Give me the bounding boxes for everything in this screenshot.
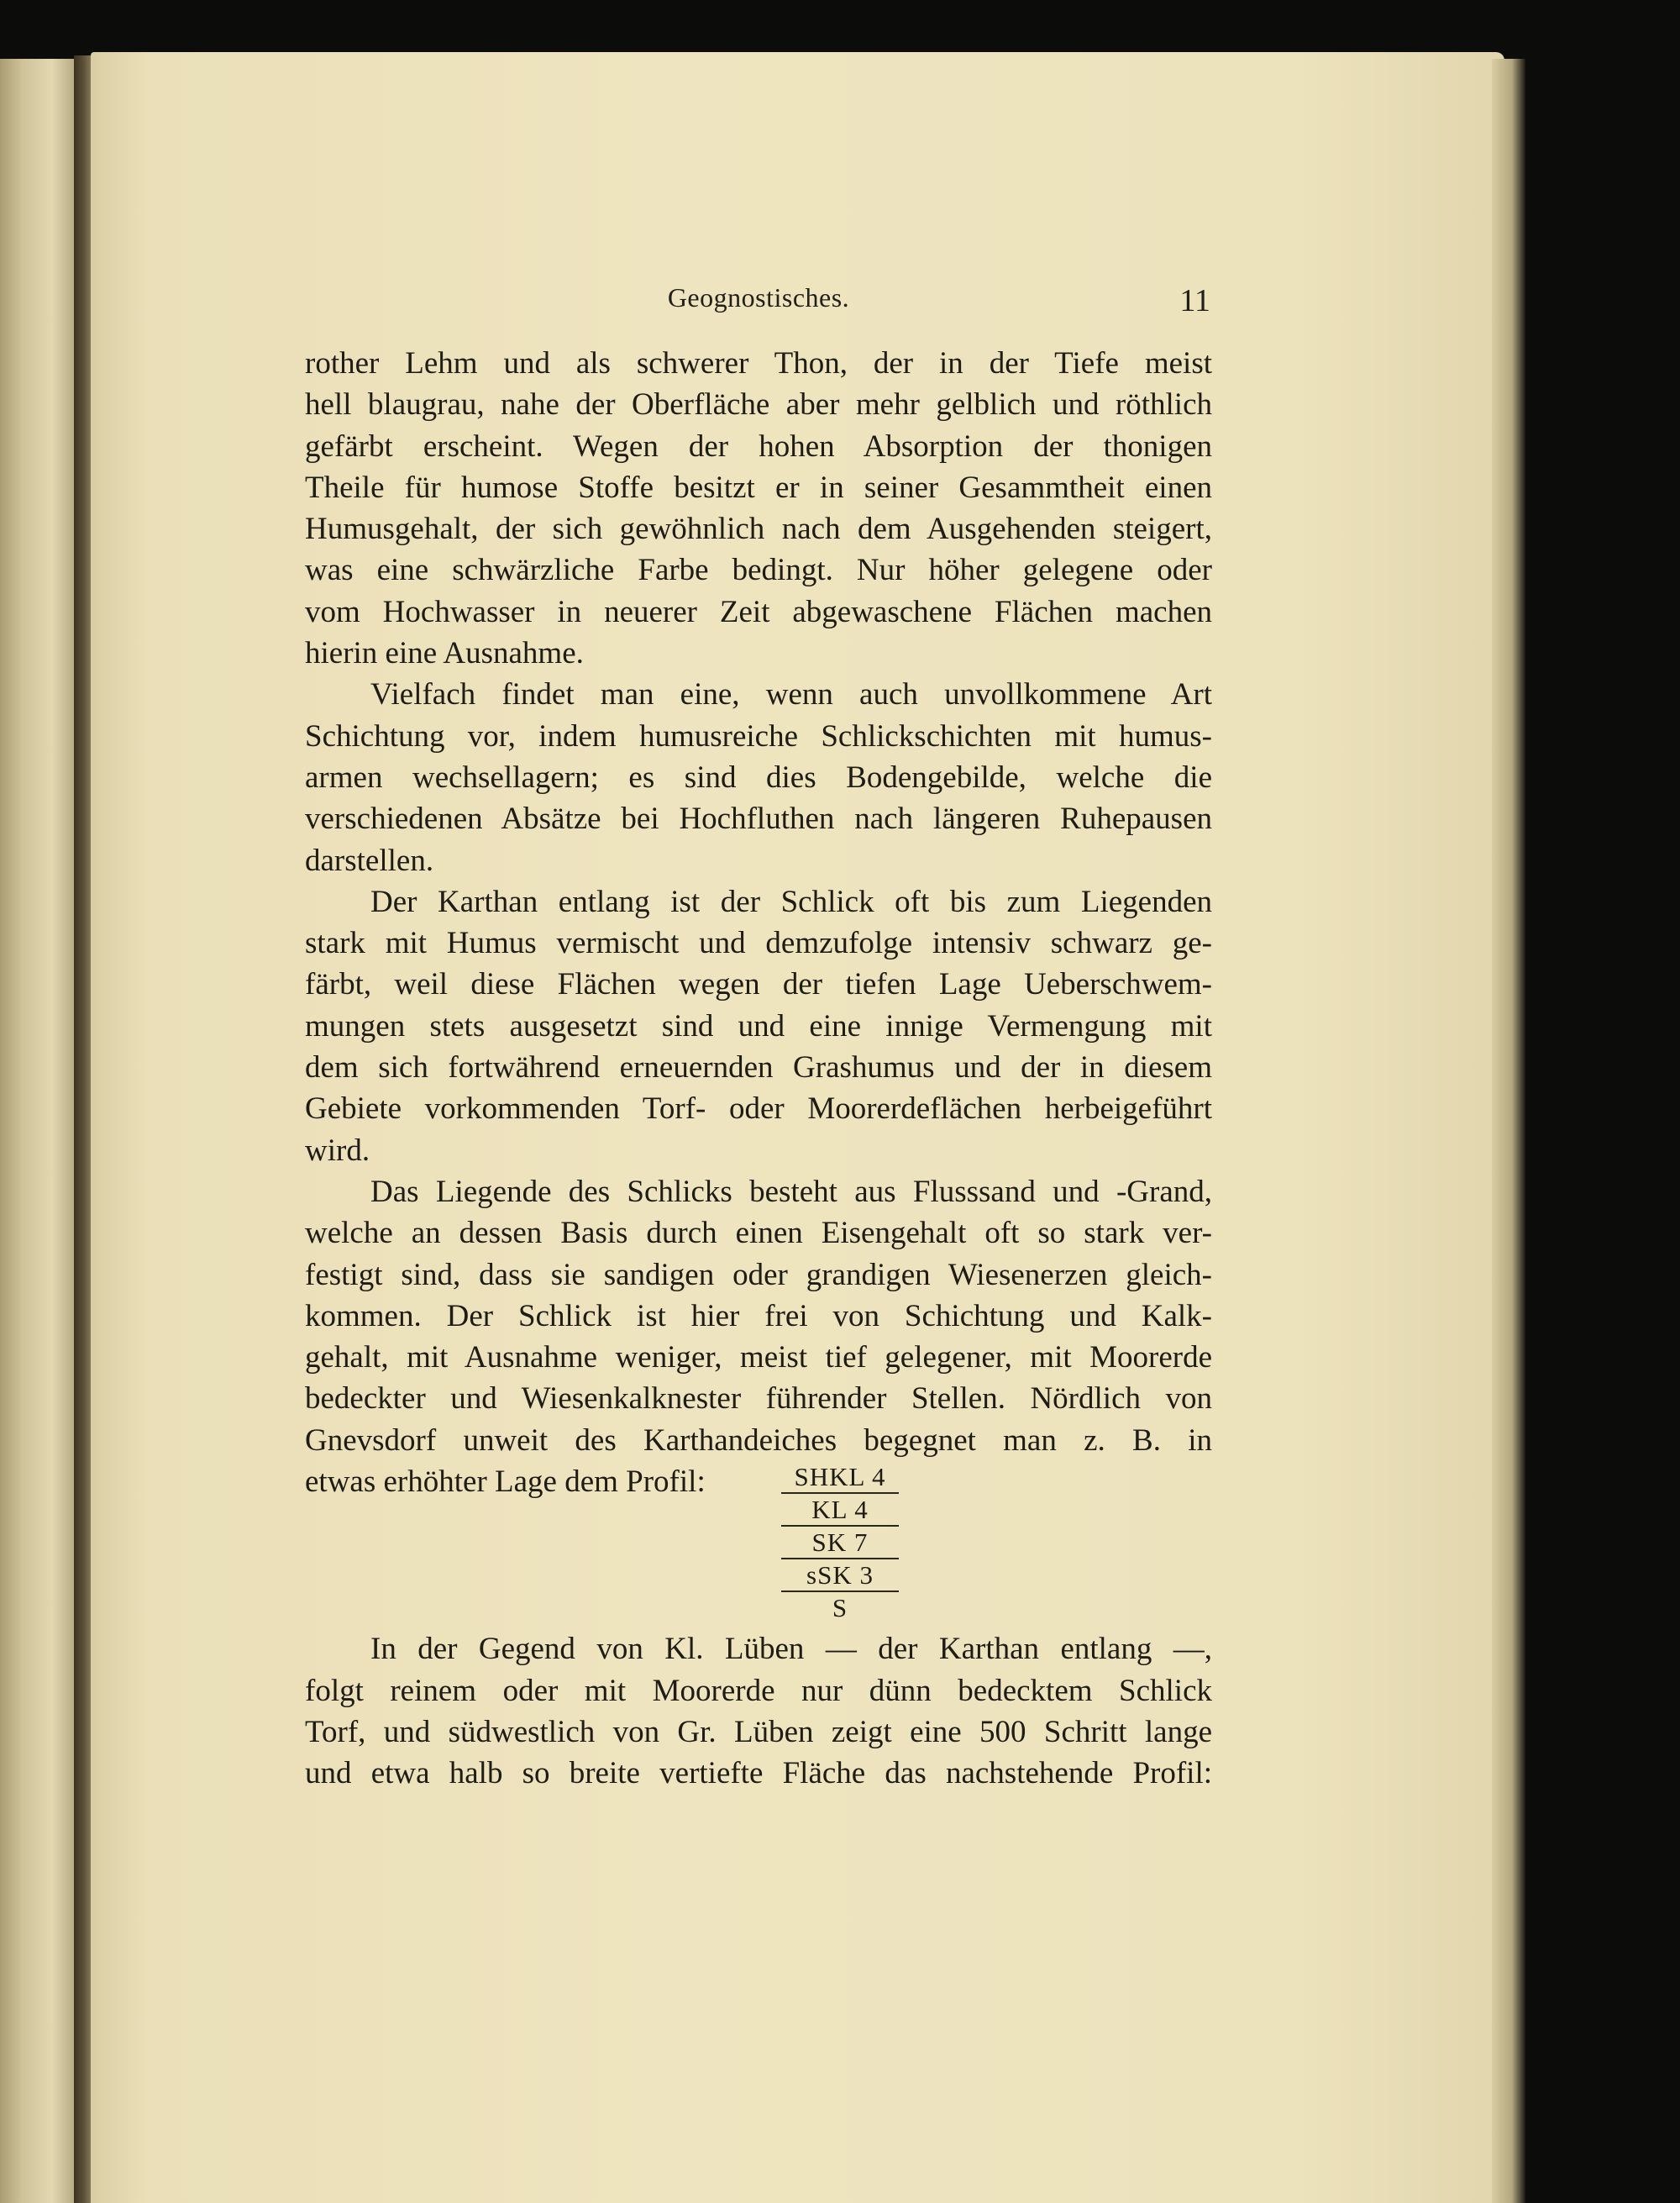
text-line: was eine schwärzliche Farbe bedingt. Nur höher gelegene oder (305, 553, 1212, 588)
profile-layer: KL 4 (781, 1494, 899, 1527)
text-line: Gebiete vorkommenden Torf- oder Moorerdeflächen herbeigeführt (305, 1091, 1212, 1127)
text-line: darstellen. (305, 843, 434, 878)
text-line: armen wechsellagern; es sind dies Bodengebilde, welche die (305, 760, 1212, 795)
text-line: welche an dessen Basis durch einen Eisengehalt oft so stark ver- (305, 1216, 1212, 1251)
text-line: wird. (305, 1133, 370, 1168)
text-line: Das Liegende des Schlicks besteht aus Flusssand und -Grand, (370, 1174, 1212, 1209)
paragraph-1 (305, 343, 1212, 674)
text-line: In der Gegend von Kl. Lüben — der Karthan entlang —, (370, 1632, 1212, 1667)
profile-layer: SK 7 (781, 1527, 899, 1559)
page-edge-shadow (1492, 59, 1525, 2203)
text-line: Schichtung vor, indem humusreiche Schlickschichten mit humus- (305, 718, 1212, 754)
text-line: dem sich fortwährend erneuernden Grashumus und der in diesem (305, 1050, 1212, 1086)
text-line: und etwa halb so breite vertiefte Fläche das nachstehende Profil: (305, 1756, 1212, 1791)
text-line: hell blaugrau, nahe der Oberfläche aber mehr gelblich und röthlich (305, 387, 1212, 423)
book-gutter (74, 55, 92, 2203)
text-line: vom Hochwasser in neuerer Zeit abgewaschene Flächen machen (305, 594, 1212, 629)
text-line: verschiedenen Absätze bei Hochfluthen nach längeren Ruhepausen (305, 802, 1212, 837)
text-line: Vielfach findet man eine, wenn auch unvollkommene Art (370, 677, 1212, 712)
profile-layer: S (832, 1593, 848, 1623)
text-line: kommen. Der Schlick ist hier frei von Schichtung und Kalk- (305, 1298, 1212, 1333)
profile-spacer (305, 1502, 1212, 1628)
paragraph-3 (305, 881, 1212, 1171)
text-line: Der Karthan entlang ist der Schlick oft bis zum Liegenden (370, 884, 1212, 919)
text-line: gefärbt erscheint. Wegen der hohen Absorption der thonigen (305, 429, 1212, 464)
text-line: hierin eine Ausnahme. (305, 636, 584, 671)
profile-layer: sSK 3 (781, 1559, 899, 1592)
text-line: Theile für humose Stoffe besitzt er in seiner Gesammtheit einen (305, 470, 1212, 505)
page-number: 11 (1179, 283, 1210, 318)
profile-layer: SHKL 4 (781, 1461, 899, 1494)
paragraph-5 (305, 1628, 1212, 1794)
text-line: gehalt, mit Ausnahme weniger, meist tief gelegener, mit Moorerde (305, 1340, 1212, 1375)
text-line: färbt, weil diese Flächen wegen der tiefen Lage Ueberschwem- (305, 967, 1212, 1002)
text-line: Gnevsdorf unweit des Karthandeiches begegnet man z. B. in (305, 1422, 1212, 1458)
text-line: bedeckter und Wiesenkalknester führender Stellen. Nördlich von (305, 1381, 1212, 1417)
running-title: Geognostisches. (667, 282, 850, 313)
text-line: rother Lehm und als schwerer Thon, der in der Tiefe meist (305, 346, 1212, 381)
body-text (305, 343, 1212, 1795)
text-line: stark mit Humus vermischt und demzufolge intensiv schwarz ge- (305, 926, 1212, 961)
text-line: Humusgehalt, der sich gewöhnlich nach dem Ausgehenden steigert, (305, 512, 1212, 547)
paragraph-4 (305, 1171, 1212, 1623)
facing-page-edge (0, 59, 74, 2203)
text-line: folgt reinem oder mit Moorerde nur dünn bedecktem Schlick (305, 1673, 1212, 1708)
profile-intro: etwas erhöhter Lage dem Profil: (305, 1464, 706, 1500)
paragraph-2 (305, 674, 1212, 881)
text-line: Torf, und südwestlich von Gr. Lüben zeigt eine 500 Schritt lange (305, 1714, 1212, 1749)
profile-intro-row (305, 1461, 1212, 1623)
text-line: mungen stets ausgesetzt sind und eine innige Vermengung mit (305, 1008, 1212, 1044)
soil-profile (781, 1461, 899, 1623)
running-header (305, 282, 1212, 324)
text-line: festigt sind, dass sie sandigen oder grandigen Wiesenerzen gleich- (305, 1257, 1212, 1292)
